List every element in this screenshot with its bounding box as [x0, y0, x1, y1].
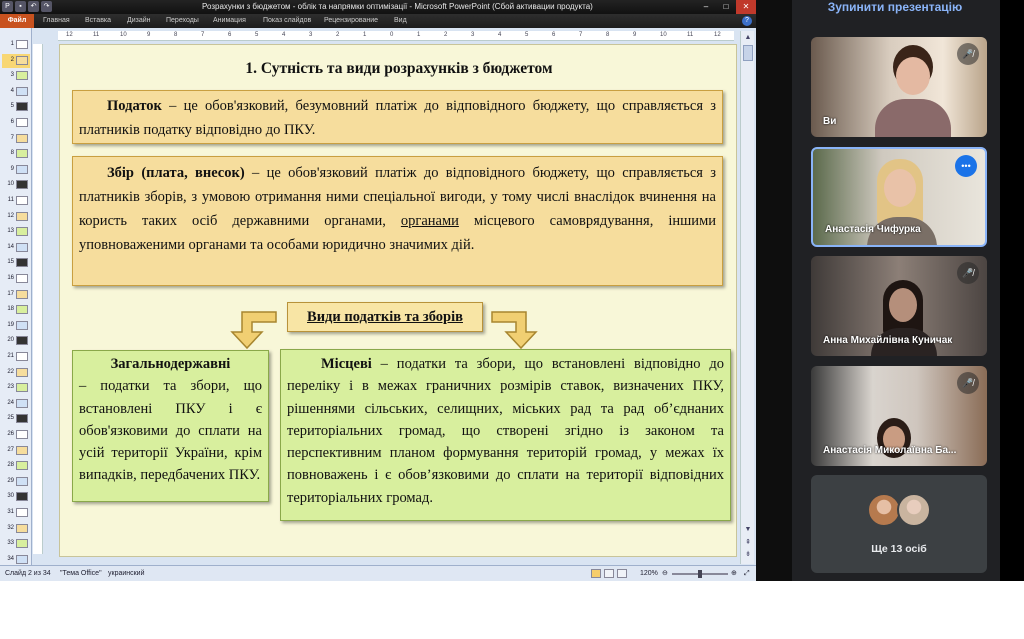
slide-thumbnail-image — [16, 508, 28, 517]
slide-thumbnail-number: 9 — [10, 165, 14, 172]
ruler-tick: 7 — [579, 32, 583, 38]
slide-thumbnail-number: 6 — [10, 119, 14, 125]
participant-tile-anastasia-b[interactable] — [811, 366, 987, 466]
local-taxes-box — [280, 349, 731, 521]
slide-thumbnail[interactable] — [2, 506, 30, 520]
slide-thumbnail[interactable] — [2, 132, 30, 146]
ruler-tick: 11 — [93, 32, 100, 38]
slide-thumbnail-number: 34 — [7, 555, 14, 562]
slide-thumbnail[interactable] — [2, 397, 30, 411]
speaking-indicator-icon: ••• — [955, 155, 977, 177]
fee-definition-text-b: місцевого самоврядування, іншими уповноваженими органами та особами юридично значимих дій. — [79, 213, 717, 253]
participant-tile-anna[interactable] — [811, 256, 987, 356]
vertical-ruler — [33, 44, 43, 554]
slide-thumbnail-image — [16, 555, 28, 564]
slide-thumbnail-image — [16, 446, 28, 455]
quick-access-toolbar — [2, 1, 52, 12]
slide-thumbnail-image — [16, 383, 28, 392]
slide-thumbnail-number: 26 — [7, 431, 14, 437]
slide-thumbnail-number: 21 — [7, 353, 14, 359]
ruler-tick: 3 — [471, 32, 475, 38]
ruler-tick: 9 — [147, 32, 151, 38]
slide-thumbnail[interactable] — [2, 100, 30, 114]
tab-home[interactable]: Главная — [43, 17, 70, 24]
slide-thumbnail[interactable] — [2, 163, 30, 177]
slide-thumbnail-image — [16, 492, 28, 501]
zoom-in-icon[interactable]: ⊕ — [731, 570, 737, 577]
slide-thumbnail-image — [16, 352, 28, 361]
slide-thumbnail-number: 22 — [7, 368, 14, 375]
participant-tile-you[interactable] — [811, 37, 987, 137]
close-icon[interactable]: ✕ — [736, 0, 756, 14]
ruler-tick: 4 — [498, 32, 502, 38]
tab-view[interactable]: Вид — [394, 17, 407, 24]
slide-thumbnail-number: 33 — [7, 540, 14, 547]
ruler-tick: 8 — [606, 32, 610, 38]
slide-thumbnail[interactable] — [2, 38, 30, 52]
slide-thumbnail-image — [16, 430, 28, 439]
right-arrow-icon — [490, 310, 538, 350]
slide-thumbnail-number: 20 — [7, 337, 14, 344]
ribbon-tabs — [0, 14, 756, 28]
slide-thumbnail-image — [16, 414, 28, 423]
slide-thumbnail-number: 7 — [10, 134, 14, 141]
slide-thumbnail[interactable] — [2, 272, 30, 286]
slide-thumbnail-image — [16, 290, 28, 299]
save-icon[interactable]: ▪ — [15, 1, 26, 12]
slide-thumbnail-image — [16, 274, 28, 283]
app-icon[interactable]: P — [2, 1, 13, 12]
ruler-tick: 4 — [282, 32, 286, 38]
redo-icon[interactable]: ↷ — [41, 1, 52, 12]
tax-types-title: Види податків та зборів — [287, 302, 483, 332]
slide-thumbnail[interactable] — [2, 366, 30, 380]
ruler-tick: 1 — [363, 32, 367, 38]
ruler-tick: 3 — [309, 32, 313, 38]
slide-thumbnail-number: 31 — [7, 509, 14, 515]
slide-thumbnail[interactable] — [2, 69, 30, 83]
slide-thumbnail-number: 8 — [10, 150, 14, 157]
slide-sorter-icon[interactable] — [604, 569, 614, 578]
participant-name: Анастасія Чифурка — [825, 224, 921, 235]
ruler-tick: 0 — [390, 32, 394, 38]
slide-thumbnail[interactable] — [2, 54, 30, 68]
window-title: Розрахунки з бюджетом - облік та напрямки оптимізації - Microsoft PowerPoint (Сбой активации продукта) — [202, 2, 593, 11]
slide-thumbnail[interactable] — [2, 178, 30, 192]
local-taxes-text: – податки та збори, що встановлені відповідно до переліку і в межах граничних розмірів ставок, визначених ПКУ, рішеннями сільських, селищних, міських рад та рад об’єднаних територіальних громад, що створені згідно із законом та перспективним планом формування територій громад, у межах їх повноважень і є обов’язковими до сплати на території відповідних територіальних громад. — [287, 356, 724, 506]
slide-thumbnail[interactable] — [2, 537, 30, 551]
ruler-tick: 12 — [714, 32, 721, 38]
ruler-tick: 5 — [255, 32, 259, 38]
slide-thumbnail-number: 29 — [7, 477, 14, 484]
slide-thumbnail[interactable] — [2, 428, 30, 442]
slide-thumbnail-number: 4 — [10, 87, 14, 94]
tax-definition-text: – це обов'язковий, безумовний платіж до відповідного бюджету, що справляється з платників податку відповідно до ПКУ. — [79, 98, 716, 138]
minimize-icon[interactable]: – — [703, 2, 709, 11]
more-participants-tile[interactable] — [811, 475, 987, 573]
tax-term: Податок — [107, 98, 162, 114]
slide-thumbnail-number: 30 — [7, 493, 14, 500]
slide-thumbnail-image — [16, 461, 28, 470]
slide-thumbnail-number: 11 — [7, 197, 14, 203]
ruler-tick: 6 — [552, 32, 556, 38]
divider — [756, 0, 792, 581]
normal-view-icon[interactable] — [591, 569, 601, 578]
slide-thumbnail-image — [16, 180, 28, 189]
tab-design[interactable]: Дизайн — [127, 17, 151, 24]
muted-mic-icon: 🎤̸ — [957, 262, 979, 284]
more-participants-label: Ще 13 осіб — [871, 543, 927, 555]
slide-thumbnail-number: 10 — [7, 181, 14, 188]
slide-thumbnail-image — [16, 539, 28, 548]
avatar — [897, 493, 931, 527]
ruler-tick: 10 — [120, 32, 127, 38]
slide-thumbnail-image — [16, 87, 28, 96]
ruler-tick: 2 — [444, 32, 448, 38]
slide-thumbnail[interactable] — [2, 381, 30, 395]
slide-thumbnail[interactable] — [2, 459, 30, 473]
ruler-tick: 5 — [525, 32, 529, 38]
left-arrow-icon — [230, 310, 278, 350]
slide-thumbnail-image — [16, 71, 28, 80]
slide-thumbnail-image — [16, 243, 28, 252]
tab-review[interactable]: Рецензирование — [324, 17, 379, 24]
scrollbar-thumb[interactable] — [743, 45, 753, 61]
participant-name: Ви — [823, 116, 837, 127]
reading-view-icon[interactable] — [617, 569, 627, 578]
slide-thumbnail-number: 32 — [7, 524, 14, 531]
fee-definition-text-a: – це обов'язковий платіж до відповідного бюджету, що справляється з платників зборів, з умовою отримання ними спеціальної вигоди, у тому числі внаслідок вчинення на користь таких осіб державними органами, — [79, 165, 717, 229]
slide-thumbnail-number: 24 — [7, 399, 14, 406]
theme-name[interactable]: "Тема Office" — [60, 570, 102, 577]
ruler-tick: 6 — [228, 32, 232, 38]
ruler-tick: 11 — [687, 32, 694, 38]
status-bar — [0, 565, 756, 581]
scroll-up-icon[interactable]: ▲ — [744, 34, 752, 41]
slide-thumbnail-number: 14 — [7, 243, 14, 250]
slide-thumbnail-number: 2 — [10, 56, 14, 63]
slide-thumbnail-number: 27 — [7, 446, 14, 453]
slide-thumbnail-number: 17 — [7, 290, 14, 297]
fee-term: Збір (плата, внесок) — [107, 165, 245, 181]
slide-thumbnail-image — [16, 258, 28, 267]
slide-thumbnail[interactable] — [2, 475, 30, 489]
screen-edge — [1000, 0, 1024, 581]
slide-thumbnail[interactable] — [2, 147, 30, 161]
slide-thumbnail-image — [16, 336, 28, 345]
slide-thumbnail[interactable] — [2, 319, 30, 333]
slide-thumbnails-panel — [0, 28, 32, 565]
slide-thumbnail-number: 28 — [7, 462, 14, 469]
slide-thumbnail-number: 25 — [7, 415, 14, 422]
window-controls — [696, 0, 756, 14]
next-slide-icon[interactable]: ⇟ — [745, 551, 751, 558]
slide-thumbnail-image — [16, 368, 28, 377]
slide-thumbnail-image — [16, 399, 28, 408]
slide-thumbnail-number: 15 — [7, 259, 14, 266]
ruler-tick: 12 — [66, 32, 73, 38]
slide-thumbnail[interactable] — [2, 522, 30, 536]
national-taxes-box — [72, 350, 269, 502]
participant-video — [865, 418, 925, 466]
slide-thumbnail-image — [16, 56, 28, 65]
ruler-tick: 8 — [174, 32, 178, 38]
slide-thumbnail-number: 23 — [7, 384, 14, 391]
slide-thumbnail-image — [16, 321, 28, 330]
stop-presentation-button[interactable]: Зупинити презентацію — [827, 0, 963, 14]
local-taxes-title: Місцеві — [321, 356, 372, 372]
slide-thumbnail-image — [16, 477, 28, 486]
undo-icon[interactable]: ↶ — [28, 1, 39, 12]
slide-counter: Слайд 2 из 34 — [5, 570, 51, 577]
avatar — [867, 493, 901, 527]
tab-slideshow[interactable]: Показ слайдов — [263, 17, 312, 24]
prev-slide-icon[interactable]: ⇞ — [745, 539, 751, 546]
ruler-tick: 7 — [201, 32, 205, 38]
fit-window-icon[interactable]: ⤢ — [744, 570, 750, 577]
slide-thumbnail-number: 3 — [10, 72, 14, 79]
muted-mic-icon: 🎤̸ — [957, 372, 979, 394]
slide-thumbnail-number: 1 — [10, 41, 14, 47]
participant-name: Анна Михайлівна Куничак — [823, 335, 953, 346]
slide-thumbnail-image — [16, 118, 28, 127]
slide-thumbnail[interactable] — [2, 412, 30, 426]
slide-thumbnail-image — [16, 165, 28, 174]
slide-thumbnail-number: 16 — [7, 275, 14, 281]
title-bar — [0, 0, 756, 14]
fee-definition-box — [72, 156, 723, 286]
slide-thumbnail[interactable] — [2, 288, 30, 302]
participant-video — [871, 43, 941, 137]
meet-panel — [792, 0, 1000, 581]
slide-thumbnail-image — [16, 196, 28, 205]
slide-thumbnail[interactable] — [2, 225, 30, 239]
scroll-down-icon[interactable]: ▼ — [744, 526, 752, 533]
ruler-tick: 1 — [417, 32, 421, 38]
zoom-level[interactable]: 120% — [640, 570, 658, 577]
slide-thumbnail-image — [16, 524, 28, 533]
fee-definition-underlined: органами — [400, 213, 459, 229]
ruler-tick: 9 — [633, 32, 637, 38]
zoom-slider-knob[interactable] — [698, 570, 702, 578]
slide-thumbnail-image — [16, 305, 28, 314]
ruler-tick: 10 — [660, 32, 667, 38]
tab-insert[interactable]: Вставка — [85, 17, 112, 24]
slide-thumbnail-image — [16, 40, 28, 49]
slide-thumbnail[interactable] — [2, 241, 30, 255]
language-indicator[interactable]: украинский — [108, 570, 145, 577]
slide-thumbnail[interactable] — [2, 194, 30, 208]
zoom-out-icon[interactable]: ⊖ — [662, 570, 668, 577]
tab-transitions[interactable]: Переходы — [166, 17, 199, 24]
tab-animation[interactable]: Анимация — [213, 17, 246, 24]
slide-canvas[interactable] — [59, 44, 737, 557]
muted-mic-icon: 🎤̸ — [957, 43, 979, 65]
ruler-tick: 2 — [336, 32, 340, 38]
slide-thumbnail[interactable] — [2, 116, 30, 130]
slide-thumbnail[interactable] — [2, 444, 30, 458]
national-taxes-text: – податки та збори, що встановлені ПКУ і є обов'язковими до сплати на усій території України, крім випадків, передбачених ПКУ. — [79, 378, 262, 484]
slide-thumbnail-image — [16, 134, 28, 143]
slide-thumbnail[interactable] — [2, 210, 30, 224]
slide-thumbnail-image — [16, 227, 28, 236]
slide-thumbnail-number: 13 — [7, 228, 14, 235]
slide-thumbnail-number: 19 — [7, 321, 14, 328]
slide-heading: 1. Сутність та види розрахунків з бюджетом — [245, 60, 553, 77]
participant-tile-speaker[interactable] — [811, 147, 987, 247]
national-taxes-title: Загальнодержавні — [110, 356, 231, 372]
slide-thumbnail-image — [16, 102, 28, 111]
vertical-scrollbar[interactable] — [740, 31, 754, 564]
slide-thumbnail[interactable] — [2, 256, 30, 270]
slide-thumbnail[interactable] — [2, 350, 30, 364]
slide-thumbnail[interactable] — [2, 334, 30, 348]
tab-file[interactable]: Файл — [0, 14, 34, 28]
slide-thumbnail-number: 18 — [7, 306, 14, 313]
maximize-icon[interactable]: □ — [723, 2, 729, 11]
tax-definition-box — [72, 90, 723, 144]
slide-thumbnail[interactable] — [2, 303, 30, 317]
horizontal-ruler — [58, 31, 734, 41]
slide-thumbnail-image — [16, 212, 28, 221]
help-icon[interactable]: ? — [742, 16, 752, 26]
slide-thumbnail-number: 12 — [7, 212, 14, 219]
slide-thumbnail-image — [16, 149, 28, 158]
participant-name: Анастасія Миколаївна Ба... — [823, 445, 957, 456]
slide-thumbnail[interactable] — [2, 85, 30, 99]
slide-thumbnail-number: 5 — [10, 103, 14, 110]
slide-thumbnail[interactable] — [2, 490, 30, 504]
